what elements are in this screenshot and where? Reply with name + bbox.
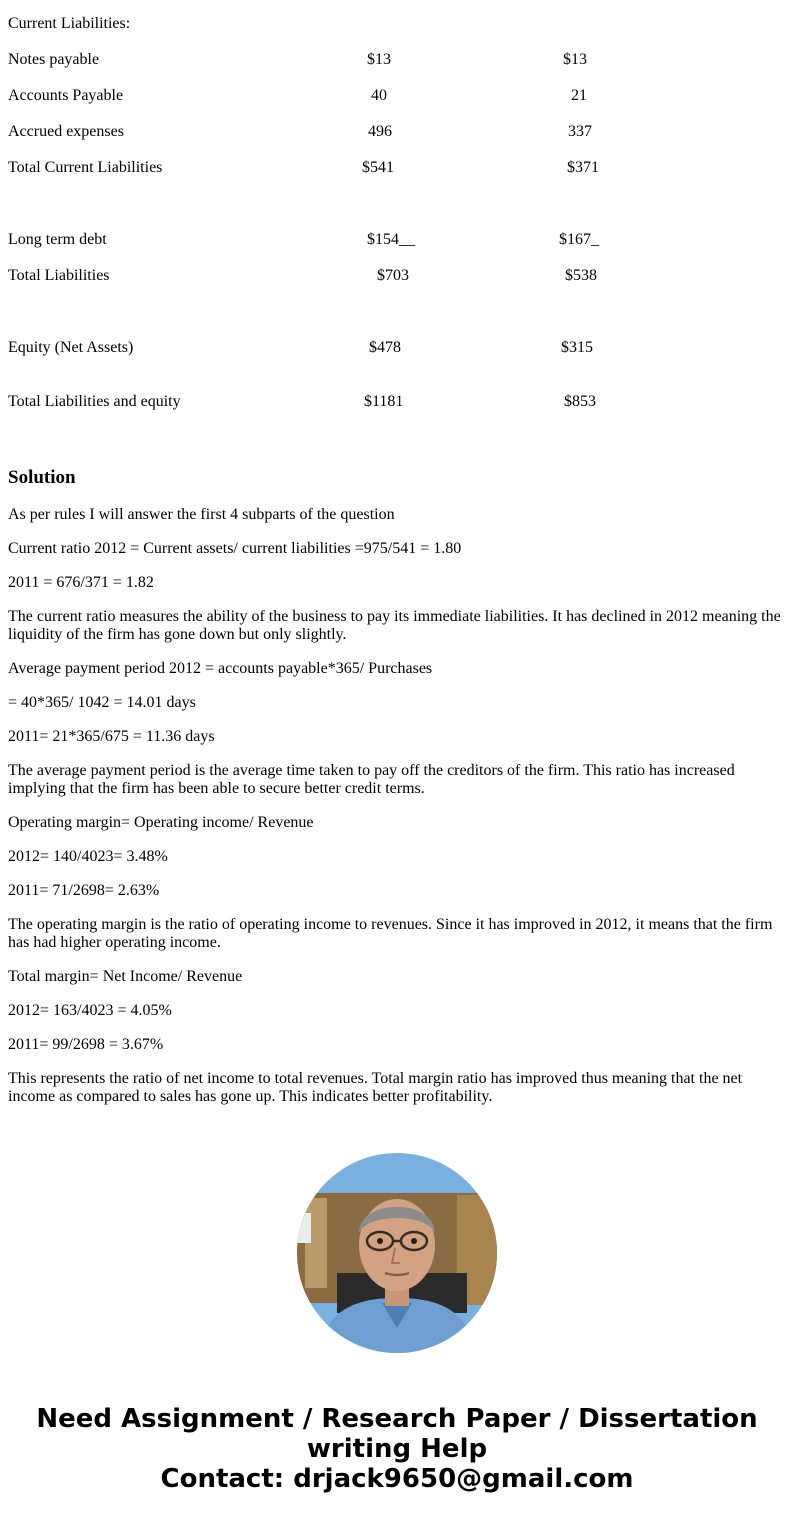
solution-paragraph: 2012= 140/4023= 3.48%	[8, 848, 168, 865]
row-label: Accrued expenses	[8, 123, 124, 140]
row-label: Total Liabilities	[8, 267, 110, 284]
solution-paragraph: The operating margin is the ratio of operating income to revenues. Since it has improved in 2012, it means that the firm has had higher operating income.	[8, 916, 773, 951]
solution-paragraph: Operating margin= Operating income/ Revenue	[8, 814, 314, 831]
value-2011: 21	[571, 87, 587, 104]
solution-heading: Solution	[8, 467, 76, 488]
value-2012: 40	[371, 87, 387, 104]
section-label: Current Liabilities:	[8, 15, 131, 32]
row-label: Equity (Net Assets)	[8, 339, 134, 356]
solution-paragraph: Total margin= Net Income/ Revenue	[8, 968, 243, 985]
banner-line: writing Help	[306, 1434, 488, 1464]
solution-paragraph: 2011= 21*365/675 = 11.36 days	[8, 728, 215, 745]
value-2011: $315	[561, 339, 593, 356]
solution-paragraph: As per rules I will answer the first 4 subparts of the question	[8, 506, 395, 523]
row-label: Total Current Liabilities	[8, 159, 163, 176]
row-label: Long term debt	[8, 231, 107, 248]
contact-email: Contact: drjack9650@gmail.com	[160, 1464, 634, 1494]
solution-paragraph: Average payment period 2012 = accounts payable*365/ Purchases	[8, 660, 433, 677]
solution-paragraph: 2011= 99/2698 = 3.67%	[8, 1036, 164, 1053]
solution-paragraph: 2011= 71/2698= 2.63%	[8, 882, 160, 899]
solution-paragraph: This represents the ratio of net income to total revenues. Total margin ratio has improved thus meaning that the net income as compared to sales has gone up. This indicates better profitability.	[8, 1070, 743, 1105]
value-2011: $167_	[559, 231, 599, 248]
row-label: Total Liabilities and equity	[8, 393, 181, 410]
banner-line: Need Assignment / Research Paper / Dissertation	[36, 1404, 758, 1434]
value-2012: $1181	[364, 393, 404, 410]
solution-paragraph: = 40*365/ 1042 = 14.01 days	[8, 694, 196, 711]
value-2012: $13	[367, 51, 391, 68]
value-2012: 496	[368, 123, 392, 140]
contact-banner	[0, 1404, 794, 1494]
value-2012: $703	[377, 267, 409, 284]
row-label: Accounts Payable	[8, 87, 124, 104]
value-2011: 337	[568, 123, 592, 140]
value-2012: $478	[369, 339, 401, 356]
solution-paragraph: The average payment period is the average time taken to pay off the creditors of the firm. This ratio has increased implying that the firm has been able to secure better credit terms.	[8, 762, 735, 797]
row-label: Notes payable	[8, 51, 100, 68]
value-2011: $13	[563, 51, 587, 68]
solution-paragraph: 2011 = 676/371 = 1.82	[8, 574, 154, 591]
value-2012: $541	[362, 159, 394, 176]
value-2011: $371	[567, 159, 599, 176]
solution-paragraph: Current ratio 2012 = Current assets/ current liabilities =975/541 = 1.80	[8, 540, 462, 557]
author-photo	[297, 1153, 497, 1353]
value-2011: $853	[564, 393, 596, 410]
solution-paragraph: The current ratio measures the ability of the business to pay its immediate liabilities. It has declined in 2012 meaning the liquidity of the firm has gone down but only slightly.	[8, 608, 781, 643]
solution-paragraph: 2012= 163/4023 = 4.05%	[8, 1002, 172, 1019]
value-2012: $154__	[367, 231, 415, 248]
value-2011: $538	[565, 267, 597, 284]
